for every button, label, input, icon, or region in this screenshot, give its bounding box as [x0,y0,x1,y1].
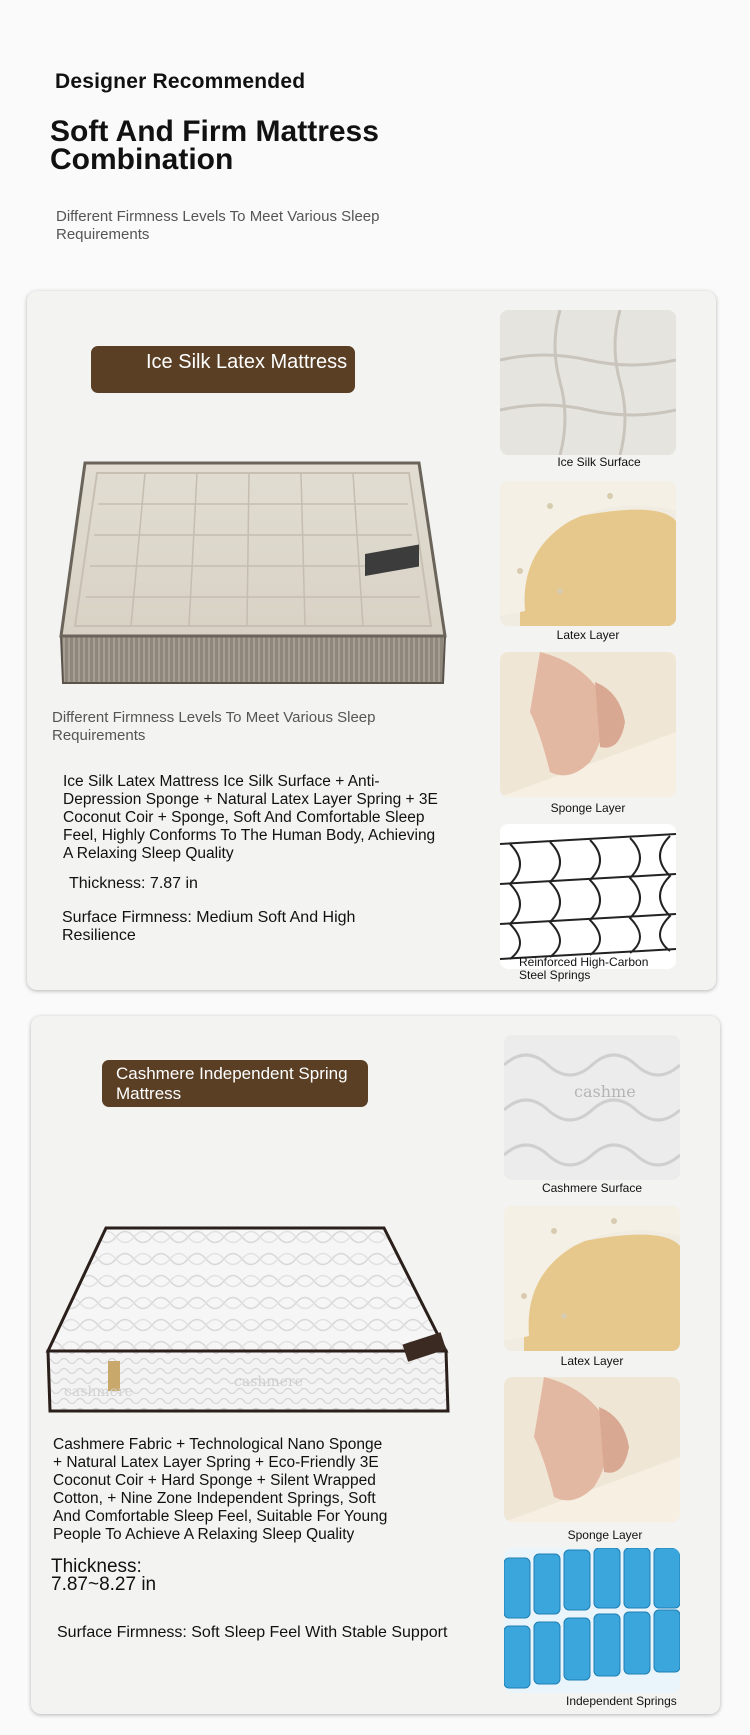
ice-silk-surface-image [500,310,676,455]
layer-caption: Independent Springs [566,1694,677,1708]
cashmere-surface-image [504,1035,680,1180]
layer-caption: Latex Layer [556,628,620,642]
product-subtitle: Different Firmness Levels To Meet Various Sleep Requirements [52,709,376,744]
product-card-cashmere [31,1016,720,1714]
page-title: Soft And Firm Mattress Combination [50,115,379,176]
layer-caption: Latex Layer [560,1354,624,1368]
eyebrow-heading: Designer Recommended [55,70,306,93]
svg-text:cashmere: cashmere [234,1374,303,1390]
independent-springs-image [504,1548,680,1693]
product-description: Ice Silk Latex Mattress Ice Silk Surface + Anti-Depression Sponge + Natural Latex Layer Spring + 3E Coconut Coir + Sponge, Soft And Comfortable Sleep Feel, Highly Conforms To The Human Body, Achieving A Relaxing Sleep Quality [63,773,438,862]
sponge-layer-image [500,652,676,797]
product-title-badge: Ice Silk Latex Mattress [91,346,355,393]
product-title-badge: Cashmere Independent Spring Mattress [102,1060,368,1107]
product-card-ice-silk [27,291,716,990]
svg-text:cashme: cashme [574,1082,636,1101]
layer-caption: Sponge Layer [550,801,626,815]
firmness-text: Surface Firmness: Medium Soft And High Resilience [62,909,356,944]
thickness-value: 7.87~8.27 in [51,1574,157,1595]
sponge-layer-image [504,1377,680,1522]
latex-layer-image [500,481,676,626]
mattress-label-text: cashmere [64,1384,133,1400]
product-description: Cashmere Fabric + Technological Nano Sponge + Natural Latex Layer Spring + Eco-Friendly 3E Coconut Coir + Hard Sponge + Silent Wrapped Cotton, + Nine Zone Independent Springs, Soft And Comfortable Sleep Feel, Suitable For Young People To Achieve A Relaxing Sleep Quality [53,1436,388,1543]
thickness-text: Thickness: 7.87 in [69,875,198,892]
layer-caption: Cashmere Surface [541,1181,643,1195]
cashmere-mattress-image [44,1226,454,1426]
thickness-label: Thickness: [51,1556,142,1577]
latex-layer-image [504,1206,680,1351]
steel-springs-image [500,824,676,969]
firmness-text: Surface Firmness: Soft Sleep Feel With Stable Support [57,1624,448,1641]
ice-silk-mattress-image [53,461,453,691]
layer-caption: Ice Silk Surface [557,455,641,469]
layer-caption: Reinforced High-Carbon Steel Springs [519,955,649,982]
layer-caption: Sponge Layer [567,1528,643,1542]
page-subtitle: Different Firmness Levels To Meet Various Sleep Requirements [56,208,380,243]
